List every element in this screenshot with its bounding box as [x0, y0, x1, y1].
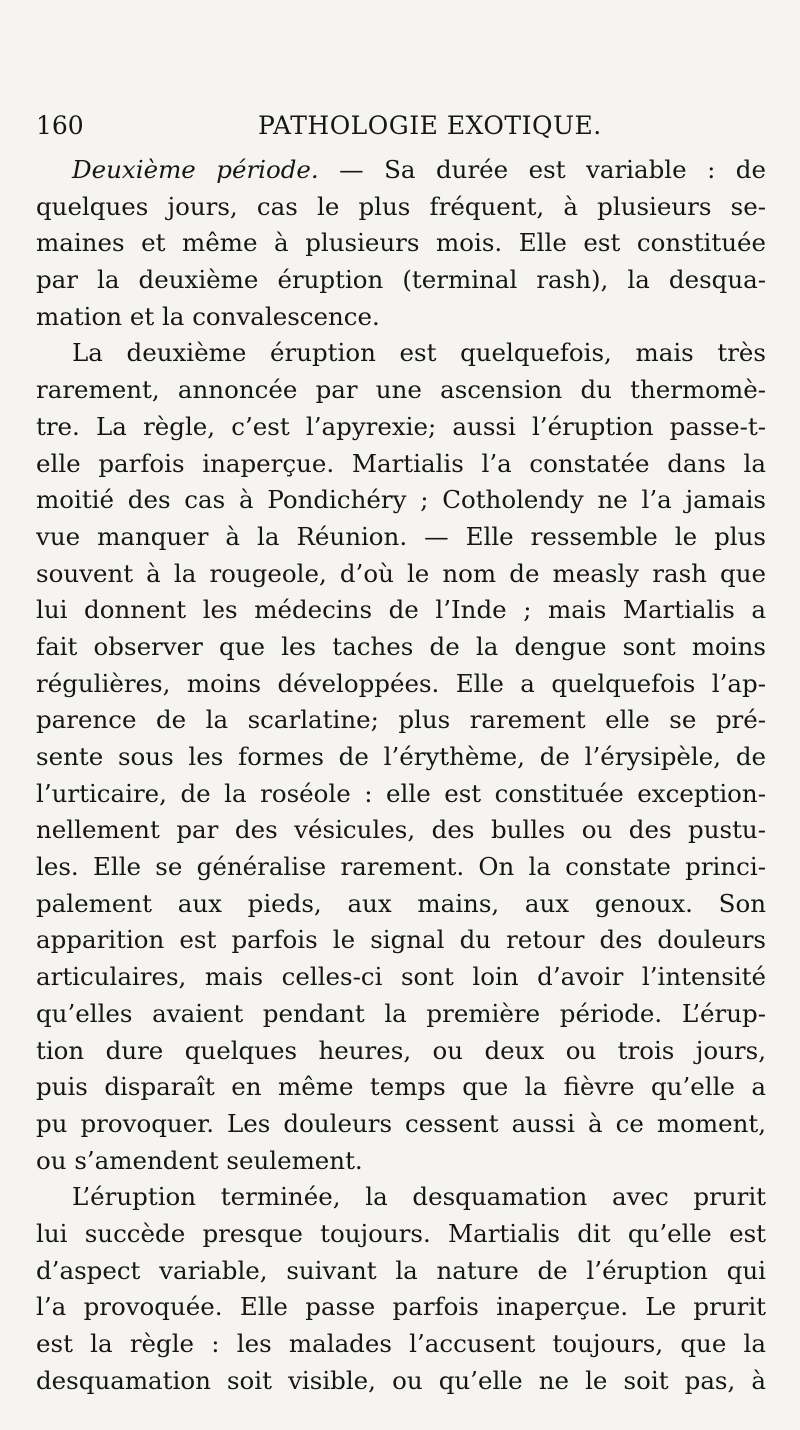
line-text: moitié des cas à Pondichéry ; Cotholendy ne l’a jamais [36, 485, 766, 515]
text-line [36, 556, 766, 593]
text-line [36, 666, 766, 703]
line-text: les. Elle se généralise rarement. On la constate princi- [36, 852, 766, 882]
line-text: l’urticaire, de la roséole : elle est constituée exception- [36, 778, 766, 808]
text-line [36, 996, 766, 1033]
line-text: nellement par des vésicules, des bulles ou des pustu- [36, 815, 766, 845]
line-text: tre. La règle, c’est l’apyrexie; aussi l’éruption passe-t- [36, 411, 766, 441]
text-line [36, 482, 766, 519]
text-line [36, 702, 766, 739]
page-number: 160 [36, 111, 84, 140]
text-line [36, 592, 766, 629]
line-text: vue manquer à la Réunion. — Elle ressemble le plus [36, 521, 766, 551]
body-text [36, 152, 766, 1399]
text-line [36, 922, 766, 959]
text-line [36, 189, 766, 226]
line-text: régulières, moins développées. Elle a quelquefois l’ap- [36, 668, 766, 698]
text-line [36, 629, 766, 666]
text-line [36, 446, 766, 483]
line-text: La deuxième éruption est quelquefois, mais très [72, 338, 766, 368]
line-text: puis disparaît en même temps que la fièvre qu’elle a [36, 1072, 766, 1102]
line-text: apparition est parfois le signal du retour des douleurs [36, 925, 766, 955]
line-text: souvent à la rougeole, d’où le nom de measly rash que [36, 558, 766, 588]
text-line [36, 1106, 766, 1143]
line-text: palement aux pieds, aux mains, aux genoux. Son [36, 888, 766, 918]
text-line [36, 1363, 766, 1400]
line-text: tion dure quelques heures, ou deux ou trois jours, [36, 1035, 766, 1065]
line-text: L’éruption terminée, la desquamation avec prurit [72, 1182, 766, 1212]
line-text: — Sa durée est variable : de [318, 155, 766, 184]
line-text: qu’elles avaient pendant la première période. L’érup- [36, 998, 766, 1028]
page-header [36, 108, 766, 144]
line-text: elle parfois inaperçue. Martialis l’a constatée dans la [36, 448, 766, 478]
line-text: lui donnent les médecins de l’Inde ; mais Martialis a [36, 595, 766, 625]
text-line [36, 886, 766, 923]
line-text: ou s’amendent seulement. [36, 1145, 363, 1175]
running-title: PATHOLOGIE EXOTIQUE. [258, 111, 602, 140]
text-line [36, 409, 766, 446]
line-text: lui succède presque toujours. Martialis dit qu’elle est [36, 1218, 766, 1248]
text-line [36, 1253, 766, 1290]
line-text: fait observer que les taches de la dengue sont moins [36, 631, 766, 661]
text-line [36, 262, 766, 299]
text-line [36, 776, 766, 813]
text-line [36, 1326, 766, 1363]
text-line [36, 299, 766, 336]
line-text: sente sous les formes de l’érythème, de l’érysipèle, de [36, 742, 766, 771]
line-text: mation et la convalescence. [36, 301, 380, 331]
line-text: pu provoquer. Les douleurs cessent aussi à ce moment, [36, 1108, 766, 1138]
text-line [36, 1289, 766, 1326]
line-text: rarement, annoncée par une ascension du thermomè- [36, 375, 766, 405]
text-line [36, 959, 766, 996]
text-line [36, 1143, 766, 1180]
line-text: parence de la scarlatine; plus rarement elle se pré- [36, 705, 766, 735]
text-line [36, 1216, 766, 1253]
text-line [36, 335, 766, 372]
text-line [36, 152, 766, 189]
text-line [36, 812, 766, 849]
line-text: quelques jours, cas le plus fréquent, à plusieurs se- [36, 191, 766, 221]
text-line [36, 372, 766, 409]
section-heading: Deuxième période. [72, 155, 319, 184]
line-text: articulaires, mais celles-ci sont loin d’avoir l’intensité [36, 962, 766, 992]
line-text: est la règle : les malades l’accusent toujours, que la [36, 1329, 766, 1358]
line-text: d’aspect variable, suivant la nature de l’éruption qui [36, 1255, 766, 1285]
text-line [36, 519, 766, 556]
line-text: par la deuxième éruption (terminal rash), la desqua- [36, 265, 766, 295]
text-line [36, 739, 766, 776]
text-line [36, 1069, 766, 1106]
text-line [36, 225, 766, 262]
text-line [36, 849, 766, 886]
line-text: desquamation soit visible, ou qu’elle ne le soit pas, à [36, 1365, 766, 1395]
text-line [36, 1179, 766, 1216]
text-line [36, 1033, 766, 1070]
line-text: l’a provoquée. Elle passe parfois inaperçue. Le prurit [36, 1292, 766, 1322]
line-text: maines et même à plusieurs mois. Elle est constituée [36, 228, 766, 258]
